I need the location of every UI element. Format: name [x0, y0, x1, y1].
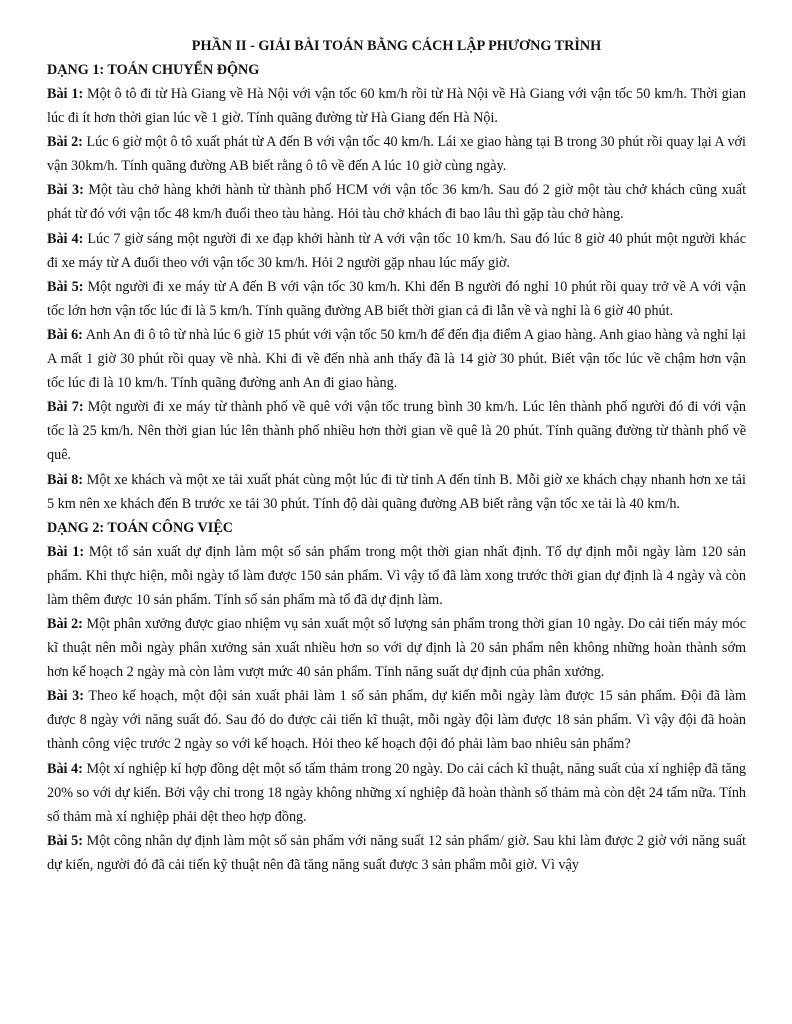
problem-item — [47, 540, 746, 612]
problem-text: Một công nhân dự định làm một số sản phẩm với năng suất 12 sản phẩm/ giờ. Sau khi làm được 2 giờ với năng suất dự kiến, người đó đã cải tiến kỹ thuật nên đã tăng năng suất được 3 sản phẩm mỗi giờ. Vì vậy — [47, 832, 747, 873]
problem-text: Một người đi xe máy từ A đến B với vận tốc 30 km/h. Khi đến B người đó nghỉ 10 phút rồi quay trở về A với vận tốc lớn hơn vận tốc lúc đi là 5 km/h. Tính quãng đường AB biết thời gian cả đi lẫn về và nghỉ là 6 giờ 40 phút. — [47, 278, 747, 319]
problem-label: Bài 2 — [47, 615, 79, 632]
problem-label: Bài 2 — [47, 134, 79, 151]
problem-separator: : — [78, 230, 84, 247]
problem-item — [47, 612, 746, 684]
problem-label: Bài 7 — [47, 399, 79, 416]
problem-item — [47, 395, 746, 467]
problem-label: Bài 5 — [47, 278, 79, 295]
problem-separator: : — [78, 832, 83, 849]
problem-separator: : — [78, 134, 83, 151]
problem-text: Một tàu chở hàng khởi hành từ thành phố HCM với vận tốc 36 km/h. Sau đó 2 giờ một tàu chở khách cũng xuất phát từ đó với vận tốc 48 km/h đuổi theo tàu hàng. Hỏi tàu chở khách đi bao lâu thì gặp tàu chở hàng. — [47, 182, 747, 223]
problem-label: Bài 8 — [47, 471, 79, 488]
problem-label: Bài 3 — [47, 688, 80, 705]
problem-separator: : — [78, 278, 84, 295]
problem-separator: : — [79, 543, 85, 560]
problem-item — [47, 323, 746, 395]
section-motion-problems — [47, 58, 746, 516]
document-page — [47, 34, 746, 877]
problem-separator: : — [78, 326, 83, 343]
problem-label: Bài 5 — [47, 832, 79, 849]
problem-item — [47, 684, 746, 756]
problem-item — [47, 829, 746, 877]
problem-item — [47, 82, 746, 130]
problem-item — [47, 178, 746, 226]
problem-separator: : — [79, 182, 84, 199]
problem-text: Một xe khách và một xe tải xuất phát cùng một lúc đi từ tỉnh A đến tỉnh B. Mỗi giờ xe khách chạy nhanh hơn xe tải 5 km nên xe khách đến B trước xe tải 30 phút. Tính độ dài quãng đường AB biết rằng vận tốc xe tải là 40 km/h. — [47, 471, 747, 512]
problem-separator: : — [78, 471, 84, 488]
problem-separator: : — [78, 760, 83, 777]
problem-item — [47, 468, 746, 516]
problem-text: Một tổ sản xuất dự định làm một số sản phẩm trong một thời gian nhất định. Tổ dự định mỗi ngày làm 120 sản phẩm. Khi thực hiện, mỗi ngày tổ làm được 150 sản phẩm. Vì vậy tổ đã làm xong trước thời gian dự định là 4 ngày và còn làm thêm được 10 sản phẩm. Tính số sản phẩm mà tổ đã dự định làm. — [47, 543, 746, 608]
problem-text: Lúc 6 giờ một ô tô xuất phát từ A đến B với vận tốc 40 km/h. Lái xe giao hàng tại B trong 30 phút rồi quay lại A với vận 30km/h. Tính quãng đường AB biết rằng ô tô về đến A lúc 10 giờ cùng ngày. — [47, 134, 746, 175]
problem-text: Anh An đi ô tô từ nhà lúc 6 giờ 15 phút với vận tốc 50 km/h để đến địa điểm A giao hàng. Anh giao hàng và nghỉ lại A mất 1 giờ 30 phút rồi quay về nhà. Khi đi về đến nhà anh thấy đã là 14 giờ 30 phút. Biết vận tốc lúc về chậm hơn vận tốc lúc đi là 10 km/h. Tính quãng đường anh An đi giao hàng. — [47, 326, 746, 392]
problem-item — [47, 757, 746, 829]
problem-separator: : — [78, 615, 83, 632]
problem-text: Một người đi xe máy từ thành phố về quê với vận tốc trung bình 30 km/h. Lúc lên thành phố người đó đi với vận tốc là 25 km/h. Nên thời gian lúc lên thành phố nhiều hơn thời gian về quê là 20 phút. Tính quãng đường từ thành phố về quê. — [47, 399, 746, 464]
problem-label: Bài 1 — [47, 543, 80, 560]
page-title: PHẦN II - GIẢI BÀI TOÁN BẰNG CÁCH LẬP PHƯƠNG TRÌNH — [191, 38, 602, 54]
problem-item — [47, 130, 746, 178]
section-heading: DẠNG 1: TOÁN CHUYỂN ĐỘNG — [47, 62, 260, 78]
problem-text: Một xí nghiệp kí hợp đồng dệt một số tấm thảm trong 20 ngày. Do cải cách kĩ thuật, năng suất của xí nghiệp đã tăng 20% so với dự kiến. Bởi vậy chỉ trong 18 ngày không những xí nghiệp đã hoàn thành số thảm mà còn dệt 24 tấm nữa. Tính số thảm mà xí nghiệp phải dệt theo hợp đồng. — [47, 760, 747, 825]
problem-text: Theo kế hoạch, một đội sản xuất phải làm 1 số sản phẩm, dự kiến mỗi ngày làm được 15 sản phẩm. Đội đã làm được 8 ngày với năng suất đó. Sau đó do được cải tiến kĩ thuật, mỗi ngày đội làm được 18 sản phẩm. Vì vậy đội đã hoàn thành công việc trước 2 ngày so với kế hoạch. Hỏi theo kế hoạch đội đó phải làm bao nhiêu sản phẩm? — [47, 688, 747, 753]
problem-text: Một ô tô đi từ Hà Giang về Hà Nội với vận tốc 60 km/h rồi từ Hà Nội về Hà Giang với vận tốc 50 km/h. Thời gian lúc đi ít hơn thời gian lúc về 1 giờ. Tính quãng đường từ Hà Giang đến Hà Nội. — [47, 86, 746, 127]
problem-label: Bài 6 — [47, 326, 79, 343]
problem-separator: : — [79, 688, 84, 705]
problem-separator: : — [78, 399, 84, 416]
problem-label: Bài 4 — [47, 760, 79, 777]
problem-item — [47, 275, 746, 323]
section-heading: DẠNG 2: TOÁN CÔNG VIỆC — [47, 519, 234, 536]
problem-text: Một phân xưởng được giao nhiệm vụ sản xuất một số lượng sản phẩm trong thời gian 10 ngày. Do cải tiến máy móc kĩ thuật nên mỗi ngày phân xưởng sản xuất nhiều hơn so với dự định là 20 sản phẩm nên không những hoàn thành sớm hơn kế hoạch 2 ngày mà còn làm vượt mức 40 sản phẩm. Tính năng suất dự định của phân xưởng. — [47, 615, 747, 681]
problem-text: Lúc 7 giờ sáng một người đi xe đạp khởi hành từ A với vận tốc 10 km/h. Sau đó lúc 8 giờ 40 phút một người khác đi xe máy từ A đuổi theo với vận tốc 30 km/h. Hỏi 2 người gặp nhau lúc mấy giờ. — [47, 230, 746, 271]
problem-label: Bài 4 — [47, 230, 79, 247]
problem-label: Bài 1 — [47, 86, 79, 102]
section-work-problems — [47, 516, 746, 877]
problem-item — [47, 227, 746, 275]
problem-label: Bài 3 — [47, 182, 80, 199]
problem-separator: : — [78, 86, 84, 102]
